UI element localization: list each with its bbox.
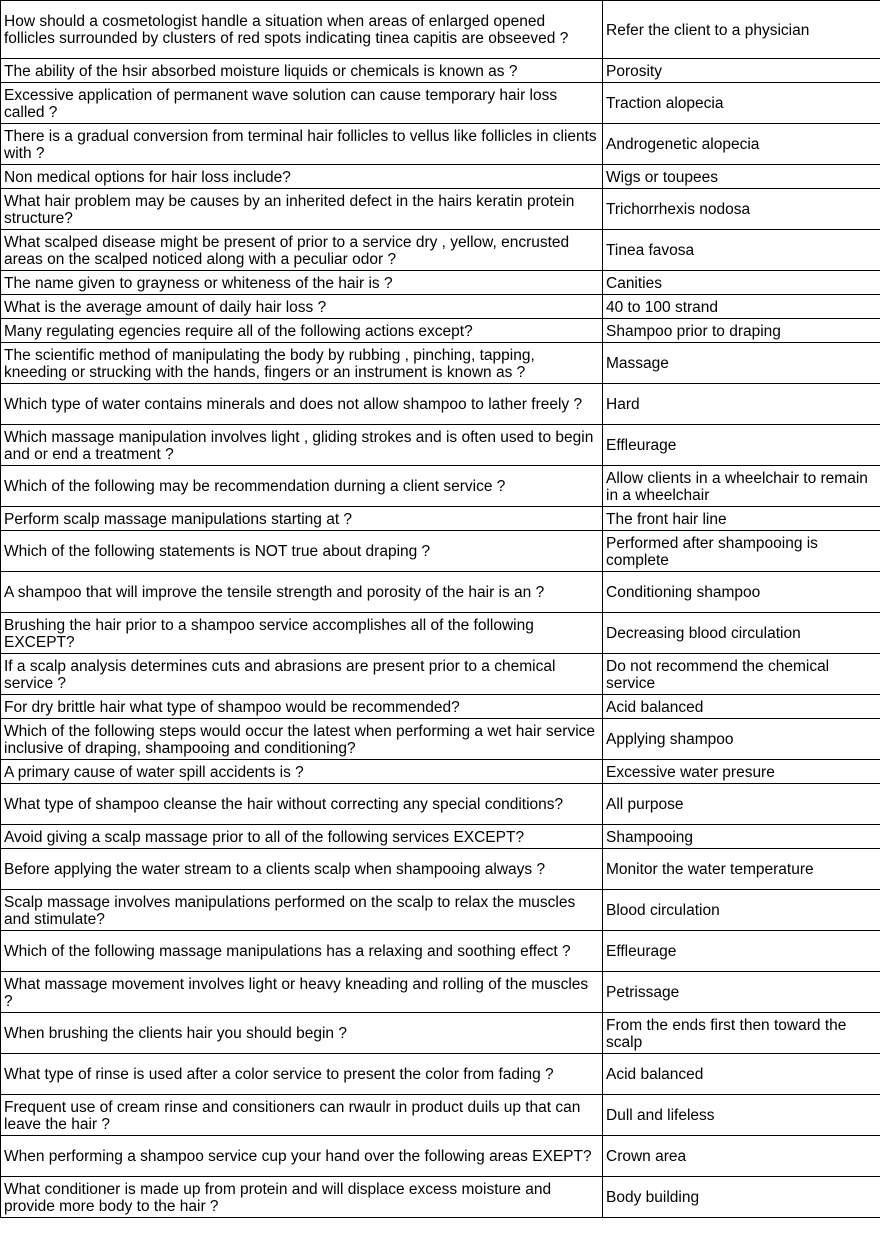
- table-row: [1, 319, 880, 343]
- table-row: [1, 890, 880, 931]
- question-cell: Which type of water contains minerals and does not allow shampoo to lather freely ?: [1, 384, 603, 425]
- answer-cell: Tinea favosa: [603, 230, 880, 271]
- answer-cell: Traction alopecia: [603, 83, 880, 124]
- question-cell: Excessive application of permanent wave solution can cause temporary hair loss called ?: [1, 83, 603, 124]
- answer-cell: Shampoo prior to draping: [603, 319, 880, 343]
- answer-cell: The front hair line: [603, 507, 880, 531]
- question-cell: There is a gradual conversion from terminal hair follicles to vellus like follicles in clients with ?: [1, 124, 603, 165]
- question-cell: What type of shampoo cleanse the hair without correcting any special conditions?: [1, 784, 603, 825]
- table-row: [1, 760, 880, 784]
- table-row: [1, 613, 880, 654]
- question-cell: Scalp massage involves manipulations performed on the scalp to relax the muscles and stimulate?: [1, 890, 603, 931]
- table-row: [1, 59, 880, 83]
- question-cell: What massage movement involves light or heavy kneading and rolling of the muscles ?: [1, 972, 603, 1013]
- question-cell: What conditioner is made up from protein and will displace excess moisture and provide more body to the hair ?: [1, 1177, 603, 1218]
- table-row: [1, 719, 880, 760]
- answer-cell: Androgenetic alopecia: [603, 124, 880, 165]
- table-row: [1, 343, 880, 384]
- question-cell: Which of the following massage manipulations has a relaxing and soothing effect ?: [1, 931, 603, 972]
- table-row: [1, 784, 880, 825]
- answer-cell: Decreasing blood circulation: [603, 613, 880, 654]
- question-cell: When brushing the clients hair you should begin ?: [1, 1013, 603, 1054]
- question-cell: Which massage manipulation involves light , gliding strokes and is often used to begin and or end a treatment ?: [1, 425, 603, 466]
- question-cell: Brushing the hair prior to a shampoo service accomplishes all of the following EXCEPT?: [1, 613, 603, 654]
- question-cell: Perform scalp massage manipulations starting at ?: [1, 507, 603, 531]
- question-cell: A primary cause of water spill accidents is ?: [1, 760, 603, 784]
- answer-cell: Wigs or toupees: [603, 165, 880, 189]
- question-cell: What is the average amount of daily hair loss ?: [1, 295, 603, 319]
- question-cell: Avoid giving a scalp massage prior to all of the following services EXCEPT?: [1, 825, 603, 849]
- question-cell: The scientific method of manipulating the body by rubbing , pinching, tapping, kneeding or strucking with the hands, fingers or an instrument is known as ?: [1, 343, 603, 384]
- question-cell: What type of rinse is used after a color service to present the color from fading ?: [1, 1054, 603, 1095]
- question-cell: The name given to grayness or whiteness of the hair is ?: [1, 271, 603, 295]
- question-cell: What scalped disease might be present of prior to a service dry , yellow, encrusted areas on the scalped noticed along with a peculiar odor ?: [1, 230, 603, 271]
- question-cell: What hair problem may be causes by an inherited defect in the hairs keratin protein structure?: [1, 189, 603, 230]
- answer-cell: Crown area: [603, 1136, 880, 1177]
- table-row: [1, 1095, 880, 1136]
- table-row: [1, 384, 880, 425]
- answer-cell: Applying shampoo: [603, 719, 880, 760]
- answer-cell: Body building: [603, 1177, 880, 1218]
- table-row: [1, 271, 880, 295]
- question-cell: Frequent use of cream rinse and consitioners can rwaulr in product duils up that can leave the hair ?: [1, 1095, 603, 1136]
- answer-cell: Conditioning shampoo: [603, 572, 880, 613]
- table-row: [1, 1, 880, 59]
- question-cell: Which of the following statements is NOT true about draping ?: [1, 531, 603, 572]
- answer-cell: Allow clients in a wheelchair to remain in a wheelchair: [603, 466, 880, 507]
- table-row: [1, 572, 880, 613]
- table-row: [1, 931, 880, 972]
- answer-cell: Do not recommend the chemical service: [603, 654, 880, 695]
- table-row: [1, 1177, 880, 1218]
- table-row: [1, 295, 880, 319]
- table-row: [1, 1054, 880, 1095]
- table-row: [1, 507, 880, 531]
- table-row: [1, 230, 880, 271]
- question-cell: Which of the following may be recommendation durning a client service ?: [1, 466, 603, 507]
- table-row: [1, 531, 880, 572]
- answer-cell: Massage: [603, 343, 880, 384]
- answer-cell: From the ends first then toward the scalp: [603, 1013, 880, 1054]
- table-row: [1, 849, 880, 890]
- answer-cell: 40 to 100 strand: [603, 295, 880, 319]
- question-cell: If a scalp analysis determines cuts and abrasions are present prior to a chemical service ?: [1, 654, 603, 695]
- answer-cell: Canities: [603, 271, 880, 295]
- question-cell: Which of the following steps would occur the latest when performing a wet hair service inclusive of draping, shampooing and conditioning?: [1, 719, 603, 760]
- answer-cell: Effleurage: [603, 425, 880, 466]
- answer-cell: All purpose: [603, 784, 880, 825]
- answer-cell: Acid balanced: [603, 1054, 880, 1095]
- question-cell: Many regulating egencies require all of the following actions except?: [1, 319, 603, 343]
- table-row: [1, 83, 880, 124]
- answer-cell: Effleurage: [603, 931, 880, 972]
- table-row: [1, 972, 880, 1013]
- table-row: [1, 425, 880, 466]
- answer-cell: Performed after shampooing is complete: [603, 531, 880, 572]
- answer-cell: Monitor the water temperature: [603, 849, 880, 890]
- answer-cell: Acid balanced: [603, 695, 880, 719]
- question-cell: Before applying the water stream to a clients scalp when shampooing always ?: [1, 849, 603, 890]
- table-row: [1, 1013, 880, 1054]
- table-row: [1, 695, 880, 719]
- answer-cell: Blood circulation: [603, 890, 880, 931]
- question-cell: A shampoo that will improve the tensile strength and porosity of the hair is an ?: [1, 572, 603, 613]
- answer-cell: Dull and lifeless: [603, 1095, 880, 1136]
- answer-cell: Trichorrhexis nodosa: [603, 189, 880, 230]
- table-row: [1, 466, 880, 507]
- table-row: [1, 165, 880, 189]
- question-cell: Non medical options for hair loss include?: [1, 165, 603, 189]
- answer-cell: Refer the client to a physician: [603, 1, 880, 59]
- table-row: [1, 1136, 880, 1177]
- answer-cell: Shampooing: [603, 825, 880, 849]
- question-cell: For dry brittle hair what type of shampoo would be recommended?: [1, 695, 603, 719]
- table-row: [1, 124, 880, 165]
- question-cell: How should a cosmetologist handle a situation when areas of enlarged opened follicles surrounded by clusters of red spots indicating tinea capitis are obseeved ?: [1, 1, 603, 59]
- answer-cell: Excessive water presure: [603, 760, 880, 784]
- table-row: [1, 189, 880, 230]
- question-cell: The ability of the hsir absorbed moisture liquids or chemicals is known as ?: [1, 59, 603, 83]
- table-row: [1, 825, 880, 849]
- question-cell: When performing a shampoo service cup your hand over the following areas EXEPT?: [1, 1136, 603, 1177]
- answer-cell: Hard: [603, 384, 880, 425]
- answer-cell: Porosity: [603, 59, 880, 83]
- answer-cell: Petrissage: [603, 972, 880, 1013]
- table-row: [1, 654, 880, 695]
